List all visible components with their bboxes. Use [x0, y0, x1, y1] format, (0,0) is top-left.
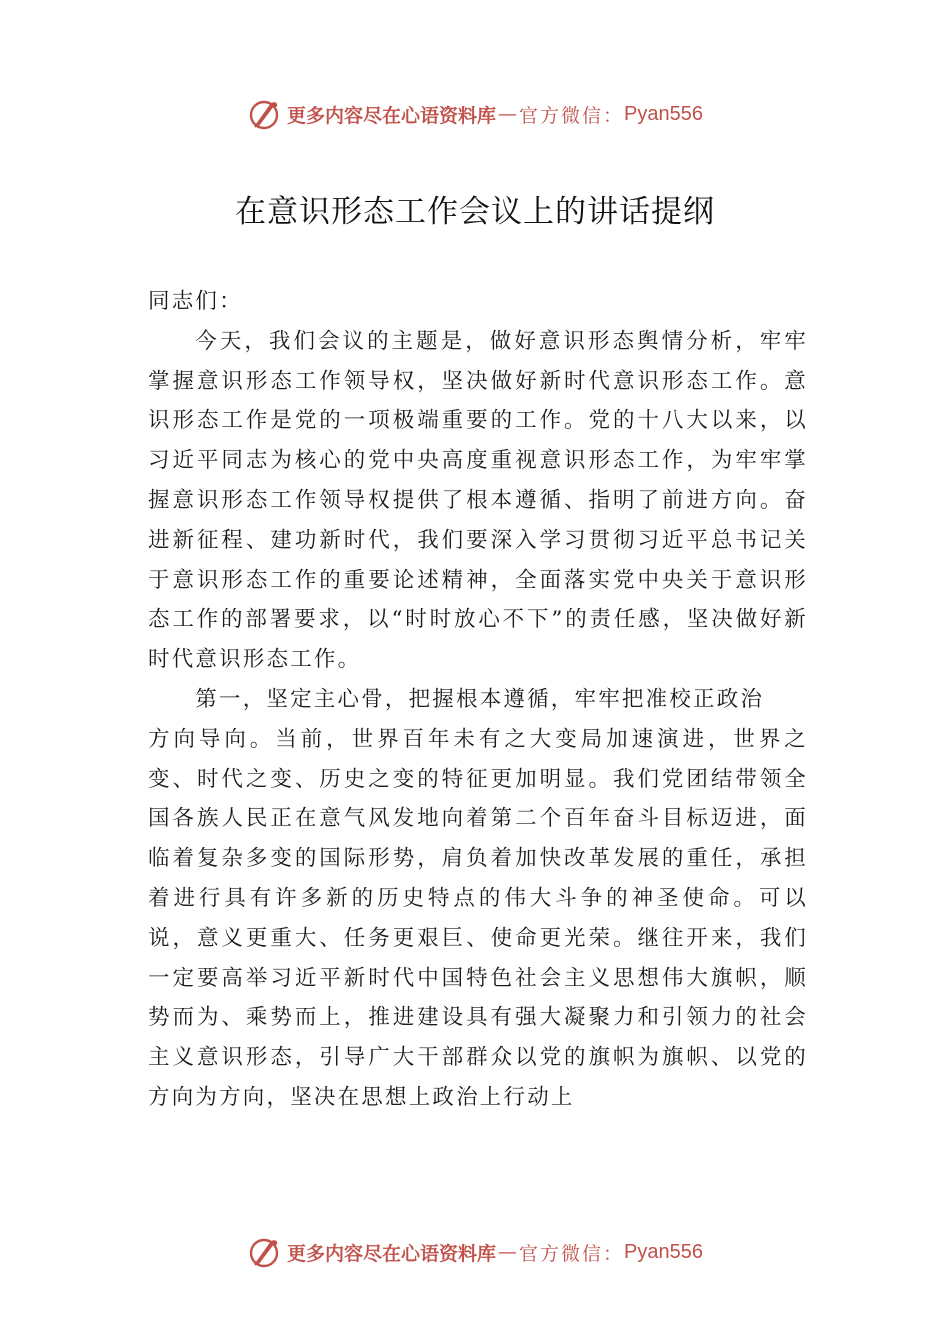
banner-brand-text: 更多内容尽在心语资料库 — [287, 1242, 497, 1265]
quill-pen-logo-icon — [247, 97, 281, 131]
banner-separator: — — [498, 1241, 518, 1263]
footer-banner — [0, 1230, 950, 1274]
header-banner — [0, 92, 950, 136]
banner-brand-text: 更多内容尽在心语资料库 — [287, 104, 497, 127]
paragraph-first-point-body: 方向导向。当前，世界百年未有之大变局加速演进，世界之变、时代之变、历史之变的特征更加明显。我们党团结带领全国各族人民正在意气风发地向着第二个百年奋斗目标迈进，面临着复杂多变的国际形势，肩负着加快改革发展的重任，承担着进行具有许多新的历史特点的伟大斗争的神圣使命。可以说，意义更重大、任务更艰巨、使命更光荣。继往开来，我们一定要高举习近平新时代中国特色社会主义思想伟大旗帜，顺势而为、乘势而上，推进建设具有强大凝聚力和引领力的社会主义意识形态，引导广大干部群众以党的旗帜为旗帜、以党的方向为方向，坚决在思想上政治上行动上 — [148, 726, 808, 1110]
banner-wechat-id: Pyan556 — [624, 1240, 703, 1263]
banner-wechat-label: 官方微信： — [519, 1242, 625, 1265]
paragraph-first-point-line-1: 第一，坚定主心骨，把握根本遵循，牢牢把准校正政治 — [195, 686, 765, 712]
banner-wechat-label: 官方微信： — [519, 104, 625, 127]
document-body — [148, 282, 808, 1118]
banner-wechat-id: Pyan556 — [624, 102, 703, 125]
greeting: 同志们： — [148, 289, 243, 314]
paragraph-intro: 今天，我们会议的主题是，做好意识形态舆情分析，牢牢掌握意识形态工作领导权，坚决做好新时代意识形态工作。意识形态工作是党的一项极端重要的工作。党的十八大以来，以习近平同志为核心的党中央高度重视意识形态工作，为牢牢掌握意识形态工作领导权提供了根本遵循、指明了前进方向。奋进新征程、建功新时代，我们要深入学习贯彻习近平总书记关于意识形态工作的重要论述精神，全面落实党中央关于意识形态工作的部署要求，以“时时放心不下”的责任感，坚决做好新时代意识形态工作。 — [148, 328, 808, 673]
quill-pen-logo-icon — [247, 1235, 281, 1269]
document-title: 在意识形态工作会议上的讲话提纲 — [235, 194, 715, 230]
banner-separator: — — [498, 103, 518, 125]
